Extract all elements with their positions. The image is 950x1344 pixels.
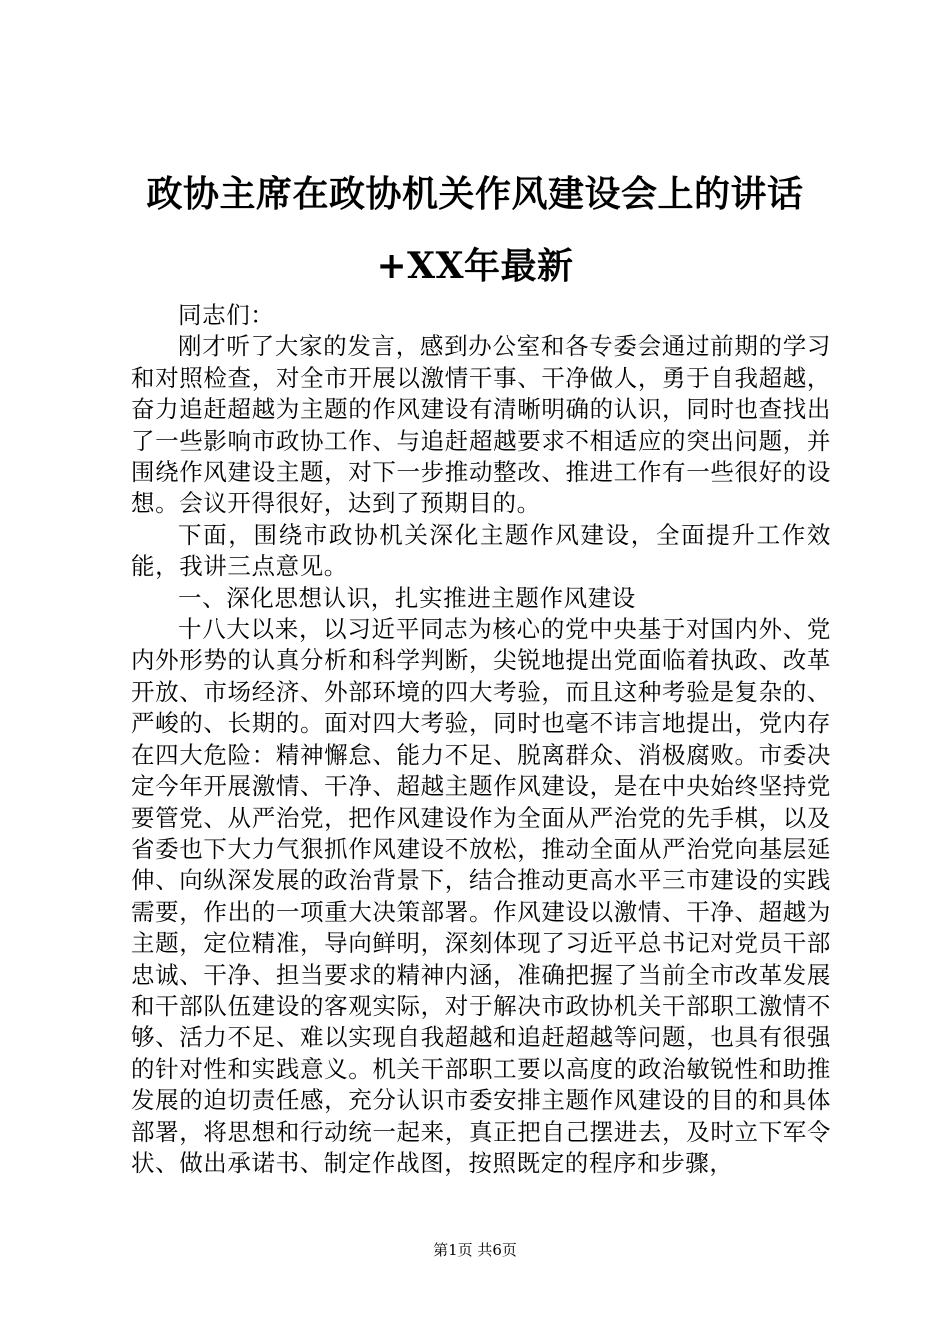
document-body — [131, 300, 831, 1179]
salutation-paragraph: 同志们： — [178, 301, 275, 329]
page-number-footer: 第1页 共6页 — [433, 1241, 517, 1259]
body-paragraph: 刚才听了大家的发言，感到办公室和各专委会通过前期的学习和对照检查，对全市开展以激情干事、干净做人，勇于自我超越，奋力追赶超越为主题的作风建设有清晰明确的认识，同时也查找出了一些影响市政协工作、与追赶超越要求不相适应的突出问题，并围绕作风建设主题，对下一步推动整改、推进工作有一些很好的设想。会议开得很好，达到了预期目的。 — [131, 332, 831, 518]
section-heading: 一、深化思想认识，扎实推进主题作风建设 — [178, 583, 636, 612]
body-paragraph: 下面，围绕市政协机关深化主题作风建设，全面提升工作效能，我讲三点意见。 — [131, 520, 831, 581]
body-paragraph: 十八大以来，以习近平同志为核心的党中央基于对国内外、党内外形势的认真分析和科学判断，尖锐地提出党面临着执政、改革开放、市场经济、外部环境的四大考验，而且这种考验是复杂的、严峻的、长期的。面对四大考验，同时也毫不讳言地提出，党内存在四大危险：精神懈怠、能力不足、脱离群众、消极腐败。市委决定今年开展激情、干净、超越主题作风建设，是在中央始终坚持党要管党、从严治党，把作风建设作为全面从严治党的先手棋，以及省委也下大力气狠抓作风建设不放松，推动全面从严治党向基层延伸、向纵深发展的政治背景下，结合推动更高水平三市建设的实践需要，作出的一项重大决策部署。作风建设以激情、干净、超越为主题，定位精准，导向鲜明，深刻体现了习近平总书记对党员干部忠诚、干净、担当要求的精神内涵，准确把握了当前全市改革发展和干部队伍建设的客观实际，对于解决市政协机关干部职工激情不够、活力不足、难以实现自我超越和追赶超越等问题，也具有很强的针对性和实践意义。机关干部职工要以高度的政治敏锐性和助推发展的迫切责任感，充分认识市委安排主题作风建设的目的和具体部署，将思想和行动统一起来，真正把自己摆进去，及时立下军令状、做出承诺书、制定作战图，按照既定的程序和步骤， — [131, 615, 831, 1177]
document-title: 政协主席在政协机关作风建设会上的讲话+XX年最新 — [146, 173, 804, 287]
